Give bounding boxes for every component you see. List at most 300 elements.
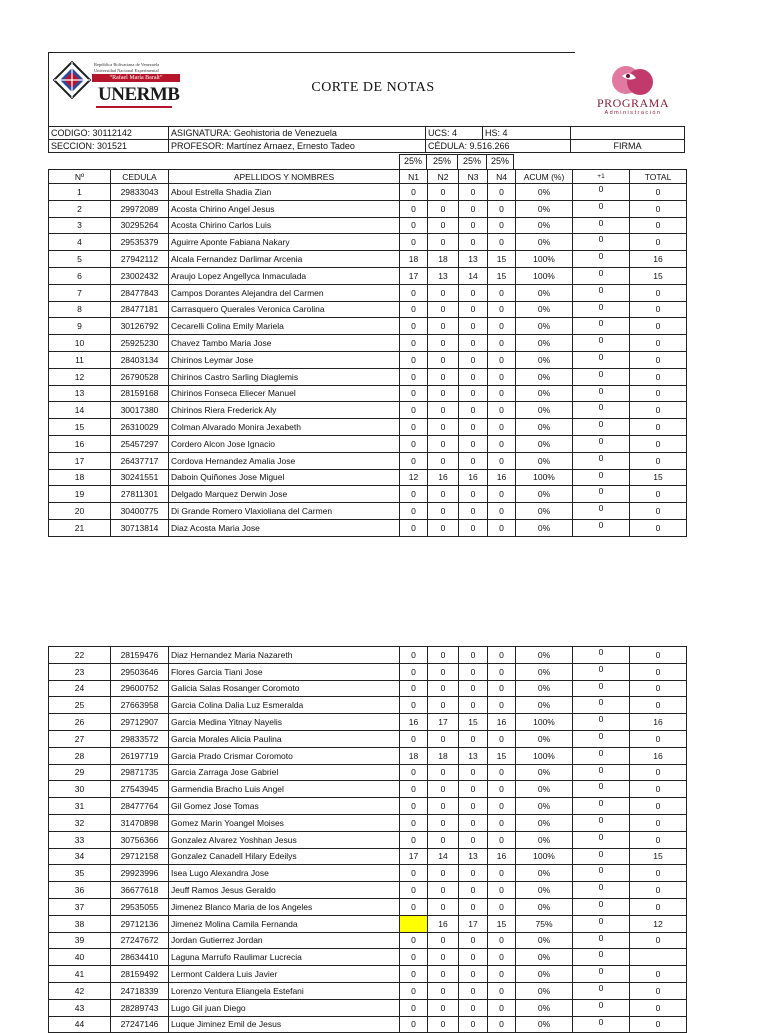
row-nombre: Jeuff Ramos Jesus Geraldo [169,882,400,899]
table-row [49,898,687,915]
table-row [49,798,687,815]
row-plus: 0 [573,831,630,848]
col-total: TOTAL [630,170,687,184]
row-num: 6 [49,267,111,284]
row-num: 44 [49,1016,111,1033]
programa-emblem-icon [608,62,658,98]
row-cedula: 29972089 [111,200,169,217]
row-n3: 0 [459,486,488,503]
weight-n4: 25% [486,154,514,169]
row-num: 27 [49,730,111,747]
row-cedula: 30713814 [111,519,169,536]
row-plus: 0 [573,351,630,368]
row-n2: 0 [428,730,459,747]
row-nombre: Aguirre Aponte Fabiana Nakary [169,234,400,251]
row-n3: 0 [459,368,488,385]
row-nombre: Gonzalez Alvarez Yoshhan Jesus [169,831,400,848]
row-total: 0 [630,217,687,234]
row-plus: 0 [573,932,630,949]
row-num: 25 [49,697,111,714]
row-n2: 0 [428,368,459,385]
row-n4: 0 [488,234,516,251]
row-n1: 0 [400,663,428,680]
row-n3: 0 [459,764,488,781]
row-n2: 0 [428,764,459,781]
col-nombres: APELLIDOS Y NOMBRES [169,170,400,184]
row-n1: 0 [400,680,428,697]
header-row [49,170,687,184]
row-n2: 0 [428,486,459,503]
header-top-border [48,52,575,53]
row-nombre: Garcia Medina Yitnay Nayelis [169,714,400,731]
row-nombre: Acosta Chirino Angel Jesus [169,200,400,217]
row-n1: 0 [400,647,428,664]
row-n2: 0 [428,301,459,318]
row-nombre: Flores Garcia Tiani Jose [169,663,400,680]
row-total [630,949,687,966]
row-n2: 0 [428,814,459,831]
row-total: 0 [630,982,687,999]
row-total: 0 [630,301,687,318]
table-row [49,251,687,268]
row-total: 0 [630,798,687,815]
table-row [49,200,687,217]
row-plus: 0 [573,814,630,831]
row-acum: 0% [516,647,573,664]
row-n2: 0 [428,1016,459,1033]
row-nombre: Gonzalez Canadell Hilary Edeilys [169,848,400,865]
row-plus: 0 [573,234,630,251]
row-plus: 0 [573,848,630,865]
row-cedula: 29535055 [111,898,169,915]
row-n2: 0 [428,284,459,301]
hs-cell: HS: 4 [482,126,571,140]
row-plus: 0 [573,503,630,520]
row-n1: 0 [400,217,428,234]
row-plus: 0 [573,966,630,983]
row-acum: 0% [516,402,573,419]
table-row [49,519,687,536]
row-num: 3 [49,217,111,234]
row-n3: 0 [459,318,488,335]
row-nombre: Chirinos Castro Sarling Diaglemis [169,368,400,385]
row-plus: 0 [573,435,630,452]
row-n3: 0 [459,798,488,815]
row-acum: 0% [516,318,573,335]
row-nombre: Diaz Acosta Maria Jose [169,519,400,536]
row-cedula: 30126792 [111,318,169,335]
row-n4: 15 [488,267,516,284]
row-num: 37 [49,898,111,915]
row-nombre: Carrasquero Querales Veronica Carolina [169,301,400,318]
row-n3: 0 [459,663,488,680]
row-nombre: Chirinos Fonseca Eliecer Manuel [169,385,400,402]
row-plus: 0 [573,452,630,469]
table-row [49,747,687,764]
row-plus: 0 [573,368,630,385]
row-cedula: 28289743 [111,999,169,1016]
programa-sub: Administración [604,110,662,116]
table-row [49,663,687,680]
row-n1: 16 [400,714,428,731]
row-plus: 0 [573,301,630,318]
table-row [49,503,687,520]
row-cedula: 30017380 [111,402,169,419]
row-n2: 0 [428,949,459,966]
row-acum: 100% [516,848,573,865]
row-n1: 0 [400,402,428,419]
row-plus: 0 [573,318,630,335]
row-n4: 0 [488,932,516,949]
row-nombre: Galicia Salas Rosanger Coromoto [169,680,400,697]
row-n4: 0 [488,1016,516,1033]
row-n1: 0 [400,999,428,1016]
row-cedula: 30241551 [111,469,169,486]
row-plus: 0 [573,982,630,999]
row-num: 33 [49,831,111,848]
row-n4: 0 [488,486,516,503]
row-acum: 0% [516,882,573,899]
row-total: 0 [630,697,687,714]
row-n2: 0 [428,234,459,251]
row-total: 16 [630,251,687,268]
row-plus: 0 [573,865,630,882]
row-total: 0 [630,351,687,368]
table-row [49,831,687,848]
row-plus: 0 [573,764,630,781]
row-cedula: 28477843 [111,284,169,301]
row-n2: 0 [428,663,459,680]
row-n3: 0 [459,335,488,352]
grades-table-1 [48,169,687,537]
row-cedula: 24718339 [111,982,169,999]
row-total: 0 [630,184,687,201]
row-num: 24 [49,680,111,697]
row-n4: 0 [488,335,516,352]
row-num: 17 [49,452,111,469]
row-n4: 0 [488,385,516,402]
row-num: 23 [49,663,111,680]
row-cedula: 26310029 [111,419,169,436]
row-total: 0 [630,486,687,503]
row-total: 15 [630,267,687,284]
row-acum: 100% [516,747,573,764]
row-num: 20 [49,503,111,520]
row-total: 12 [630,915,687,932]
row-total: 0 [630,663,687,680]
row-n1: 0 [400,865,428,882]
ucs-cell: UCS: 4 [425,126,483,140]
row-n1: 0 [400,435,428,452]
row-plus: 0 [573,999,630,1016]
row-n3: 0 [459,385,488,402]
row-n4: 0 [488,966,516,983]
row-n2: 0 [428,318,459,335]
row-total: 0 [630,764,687,781]
row-acum: 0% [516,519,573,536]
row-n1: 0 [400,486,428,503]
row-acum: 0% [516,966,573,983]
row-num: 29 [49,764,111,781]
row-n3: 0 [459,898,488,915]
row-nombre: Luque Jiminez Emil de Jesus [169,1016,400,1033]
row-num: 21 [49,519,111,536]
row-n2: 0 [428,184,459,201]
row-plus: 0 [573,486,630,503]
row-n3: 0 [459,647,488,664]
row-total: 15 [630,848,687,865]
row-cedula: 28159476 [111,647,169,664]
row-total: 0 [630,932,687,949]
table-row [49,814,687,831]
row-num: 18 [49,469,111,486]
row-n1: 0 [400,831,428,848]
row-plus: 0 [573,697,630,714]
row-plus: 0 [573,385,630,402]
row-n2: 0 [428,697,459,714]
row-total: 0 [630,730,687,747]
row-plus: 0 [573,714,630,731]
row-plus: 0 [573,898,630,915]
row-n1: 0 [400,419,428,436]
row-n3: 0 [459,831,488,848]
row-plus: 0 [573,402,630,419]
row-cedula: 28403134 [111,351,169,368]
row-n1: 0 [400,335,428,352]
row-nombre: Garcia Zarraga Jose Gabriel [169,764,400,781]
row-n3: 0 [459,301,488,318]
row-nombre: Chirinos Leymar Jose [169,351,400,368]
row-nombre: Cordero Alcon Jose Ignacio [169,435,400,452]
row-total: 0 [630,1016,687,1033]
row-n2: 0 [428,781,459,798]
row-cedula: 29833572 [111,730,169,747]
row-n3: 0 [459,966,488,983]
row-total: 0 [630,519,687,536]
grades-table-2 [48,646,687,1033]
row-acum: 0% [516,234,573,251]
row-n4: 0 [488,680,516,697]
row-n2: 0 [428,217,459,234]
row-n4: 0 [488,351,516,368]
col-n2: N2 [428,170,459,184]
seccion-cell: SECCION: 301521 [48,139,169,153]
row-total: 0 [630,647,687,664]
row-n3: 0 [459,932,488,949]
row-total: 0 [630,335,687,352]
row-acum: 0% [516,764,573,781]
row-n4: 0 [488,435,516,452]
row-acum: 0% [516,486,573,503]
row-num: 8 [49,301,111,318]
row-n3: 0 [459,200,488,217]
row-n2: 0 [428,982,459,999]
row-n3: 13 [459,747,488,764]
row-total: 0 [630,865,687,882]
row-nombre: Garcia Prado Crismar Coromoto [169,747,400,764]
row-n1: 0 [400,781,428,798]
row-n4: 0 [488,814,516,831]
row-n1: 0 [400,798,428,815]
row-total: 0 [630,882,687,899]
row-nombre: Aboul Estrella Shadia Zian [169,184,400,201]
row-total: 0 [630,385,687,402]
row-num: 5 [49,251,111,268]
row-cedula: 28159492 [111,966,169,983]
row-n3: 0 [459,234,488,251]
row-n2: 14 [428,848,459,865]
row-n3: 0 [459,982,488,999]
row-n3: 0 [459,680,488,697]
row-total: 0 [630,999,687,1016]
blank-cell [570,126,685,140]
row-acum: 0% [516,865,573,882]
row-acum: 0% [516,503,573,520]
row-n4: 0 [488,697,516,714]
row-n2: 0 [428,999,459,1016]
row-plus: 0 [573,680,630,697]
row-n1 [400,915,428,932]
col-num: Nº [49,170,111,184]
row-num: 16 [49,435,111,452]
row-nombre: Jordan Gutierrez Jordan [169,932,400,949]
row-num: 43 [49,999,111,1016]
row-n1: 0 [400,697,428,714]
row-acum: 0% [516,301,573,318]
table-row [49,419,687,436]
unermb-logo [52,58,180,114]
row-n3: 0 [459,865,488,882]
row-total: 16 [630,747,687,764]
row-num: 11 [49,351,111,368]
row-n4: 0 [488,402,516,419]
row-n2: 13 [428,267,459,284]
row-acum: 0% [516,814,573,831]
row-num: 1 [49,184,111,201]
row-plus: 0 [573,251,630,268]
row-n1: 0 [400,949,428,966]
row-n4: 0 [488,949,516,966]
table-row [49,402,687,419]
row-acum: 0% [516,898,573,915]
cedula-prof-cell: CÉDULA: 9.516.266 [425,139,571,153]
row-n3: 0 [459,402,488,419]
row-cedula: 36677618 [111,882,169,899]
row-n1: 0 [400,452,428,469]
programa-name: PROGRAMA [596,96,669,110]
firma-cell: FIRMA [570,139,685,153]
row-n4: 0 [488,519,516,536]
row-nombre: Lorenzo Ventura Eliangela Estefani [169,982,400,999]
row-acum: 0% [516,697,573,714]
row-n3: 0 [459,1016,488,1033]
weight-n1: 25% [399,154,427,169]
row-n4: 0 [488,452,516,469]
row-cedula: 29833043 [111,184,169,201]
row-num: 32 [49,814,111,831]
row-n2: 18 [428,747,459,764]
row-nombre: Acosta Chirino Carlos Luis [169,217,400,234]
row-cedula: 27942112 [111,251,169,268]
row-n2: 0 [428,831,459,848]
row-acum: 0% [516,982,573,999]
row-n3: 0 [459,882,488,899]
row-cedula: 30295264 [111,217,169,234]
row-n2: 16 [428,915,459,932]
row-n1: 0 [400,898,428,915]
table-row [49,764,687,781]
logo-line1: República Bolivariana de Venezuela [94,62,160,67]
row-acum: 0% [516,284,573,301]
table-row [49,697,687,714]
col-cedula: CEDULA [111,170,169,184]
table-row [49,730,687,747]
row-n1: 0 [400,200,428,217]
table-row [49,351,687,368]
table-row [49,267,687,284]
row-cedula: 29871735 [111,764,169,781]
table-row [49,486,687,503]
row-cedula: 27247672 [111,932,169,949]
row-n3: 17 [459,915,488,932]
row-plus: 0 [573,647,630,664]
row-n1: 0 [400,814,428,831]
row-total: 0 [630,318,687,335]
row-total: 16 [630,714,687,731]
col-n1: N1 [400,170,428,184]
row-n1: 18 [400,747,428,764]
row-nombre: Cecarelli Colina Emily Mariela [169,318,400,335]
row-cedula: 29600752 [111,680,169,697]
row-n3: 0 [459,949,488,966]
row-n2: 0 [428,452,459,469]
row-n4: 0 [488,503,516,520]
row-n2: 0 [428,402,459,419]
row-n3: 0 [459,284,488,301]
row-acum: 75% [516,915,573,932]
row-total: 0 [630,898,687,915]
row-n2: 0 [428,932,459,949]
table-row [49,781,687,798]
row-num: 42 [49,982,111,999]
row-nombre: Garcia Morales Alicia Paulina [169,730,400,747]
row-n3: 0 [459,999,488,1016]
row-cedula: 28634410 [111,949,169,966]
row-acum: 0% [516,335,573,352]
row-n1: 0 [400,184,428,201]
table-row [49,368,687,385]
row-n3: 0 [459,503,488,520]
row-nombre: Jimenez Molina Camila Fernanda [169,915,400,932]
row-cedula: 29535379 [111,234,169,251]
row-n1: 0 [400,519,428,536]
row-n2: 0 [428,647,459,664]
row-cedula: 29503646 [111,663,169,680]
row-cedula: 27543945 [111,781,169,798]
col-n3: N3 [459,170,488,184]
row-n4: 0 [488,318,516,335]
table-row [49,234,687,251]
row-acum: 0% [516,452,573,469]
row-n2: 0 [428,200,459,217]
table-row [49,452,687,469]
table-row [49,1016,687,1033]
row-total: 0 [630,966,687,983]
row-nombre: Garmendia Bracho Luis Angel [169,781,400,798]
row-num: 28 [49,747,111,764]
row-n1: 0 [400,368,428,385]
row-num: 10 [49,335,111,352]
